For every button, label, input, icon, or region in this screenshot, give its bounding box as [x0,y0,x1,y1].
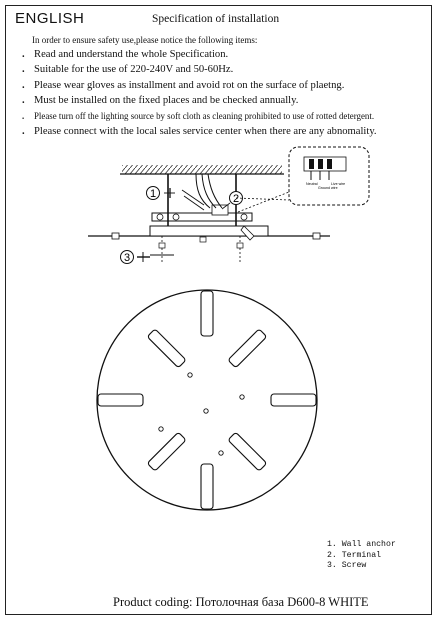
legend-item: 2. Terminal [327,550,382,560]
language-label: ENGLISH [15,10,85,27]
product-coding: Product coding: Потолочная база D600-8 WHITE [113,595,369,609]
rule-item: . Please turn off the lighting source by soft cloth as cleaning prohibited to use of rotted detergent. [22,110,375,121]
intro-text: In order to ensure safety use,please notice the following items: [32,35,258,45]
legend-item: 1. Wall anchor [327,540,396,549]
ceiling [120,165,284,174]
rule-item: . Please wear gloves as installment and avoid rot on the surface of plaetng. [22,79,345,91]
svg-text:2: 2 [232,193,240,205]
svg-text:1: 1 [149,188,157,200]
callout-2 [222,192,243,210]
svg-text:Neutral: Neutral [306,182,318,186]
base-plate-top-view [97,290,317,510]
callout-3 [121,251,151,265]
svg-text:Ground wire: Ground wire [318,186,338,190]
legend-item: 3. Screw [327,561,367,570]
rule-item: . Please connect with the local sales service center when there are any abnomality. [22,126,377,138]
rule-item: . Read and understand the whole Specification. [22,49,229,60]
svg-text:3: 3 [123,252,131,264]
callout-1 [147,187,176,201]
svg-text:Live wire: Live wire [331,182,346,186]
rule-item: . Suitable for the use of 220-240V and 50-60Hz. [22,64,234,76]
rule-item: . Must be installed on the fixed places and be checked annually. [22,95,299,107]
parts-legend [327,540,396,572]
wiring-detail-inset [236,147,369,212]
document-title: Specification of installation [152,13,280,25]
